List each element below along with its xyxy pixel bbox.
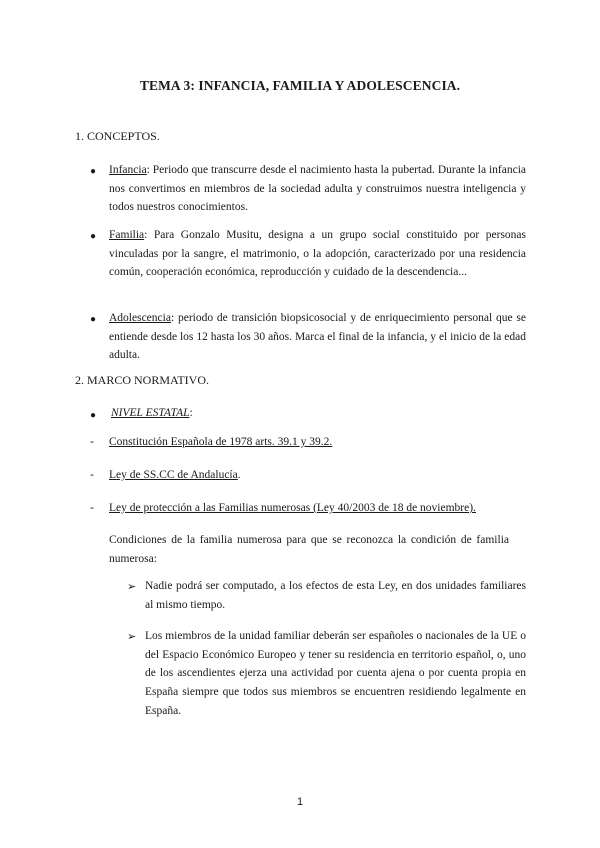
level-label-suffix: : <box>189 407 193 419</box>
condition-item: Los miembros de la unidad familiar deberán ser españoles o nacionales de la UE o del Espacio Económico Europeo y tener su residencia en territorio español, o, uno de los ascendientes ejerza una actividad por cuenta ajena o por cuenta propia en España siempre que todos sus miembros se encuentren residiendo legalmente en España. <box>145 630 526 717</box>
page-number: 1 <box>296 796 304 808</box>
dash-marker: - <box>90 469 94 481</box>
conditions-intro: Condiciones de la familia numerosa para que se reconozca la condición de familia numerosa: <box>109 534 509 565</box>
law-familias-numerosas: Ley de protección a las Familias numerosas (Ley 40/2003 de 18 de noviembre). <box>109 502 476 514</box>
law-ss-cc-suffix: . <box>237 469 241 481</box>
definition-text: : periodo de transición biopsicosocial y de enriquecimiento personal que se entiende desde los 12 hasta los 30 años. Marca el final de la infancia, y el inicio de la edad adulta. <box>109 312 526 362</box>
level-label-text: NIVEL ESTATAL <box>111 407 190 419</box>
bullet-icon: ● <box>90 410 97 421</box>
bullet-icon: ● <box>90 314 97 325</box>
arrow-bullet-icon: ➢ <box>127 581 137 593</box>
term-familia: Familia <box>109 229 145 241</box>
document-title: TEMA 3: INFANCIA, FAMILIA Y ADOLESCENCIA. <box>139 78 461 93</box>
bullet-icon: ● <box>90 166 97 177</box>
law-ss-cc-text: Ley de SS.CC de Andalucía <box>109 469 238 481</box>
definition-infancia <box>109 161 526 217</box>
condition-item: Nadie podrá ser computado, a los efectos de esta Ley, en dos unidades familiares al mismo tiempo. <box>145 580 526 611</box>
term-adolescencia: Adolescencia <box>109 312 171 324</box>
definition-familia <box>109 226 526 282</box>
definition-text: : Para Gonzalo Musitu, designa a un grupo social constituido por personas vinculadas por la sangre, el matrimonio, o la adopción, caracterizado por una residencia común, cooperación económica, reproducción y cuidado de la descendencia... <box>109 229 526 279</box>
section-heading-conceptos: 1. CONCEPTOS. <box>75 129 160 143</box>
level-label <box>111 404 528 423</box>
definition-text: : Periodo que transcurre desde el nacimiento hasta la pubertad. Durante la infancia nos convertimos en miembros de la sociedad adulta y construimos nuestra inteligencia y todos nuestros conocimientos. <box>109 164 526 214</box>
law-constitucion: Constitución Española de 1978 arts. 39.1 y 39.2. <box>109 436 333 448</box>
dash-marker: - <box>90 436 94 448</box>
dash-marker: - <box>90 502 94 514</box>
bullet-icon: ● <box>90 231 97 242</box>
law-ss-cc <box>109 469 241 481</box>
arrow-bullet-icon: ➢ <box>127 631 137 643</box>
section-heading-marco-normativo: 2. MARCO NORMATIVO. <box>75 373 210 387</box>
term-infancia: Infancia <box>109 164 147 176</box>
definition-adolescencia <box>109 309 526 365</box>
